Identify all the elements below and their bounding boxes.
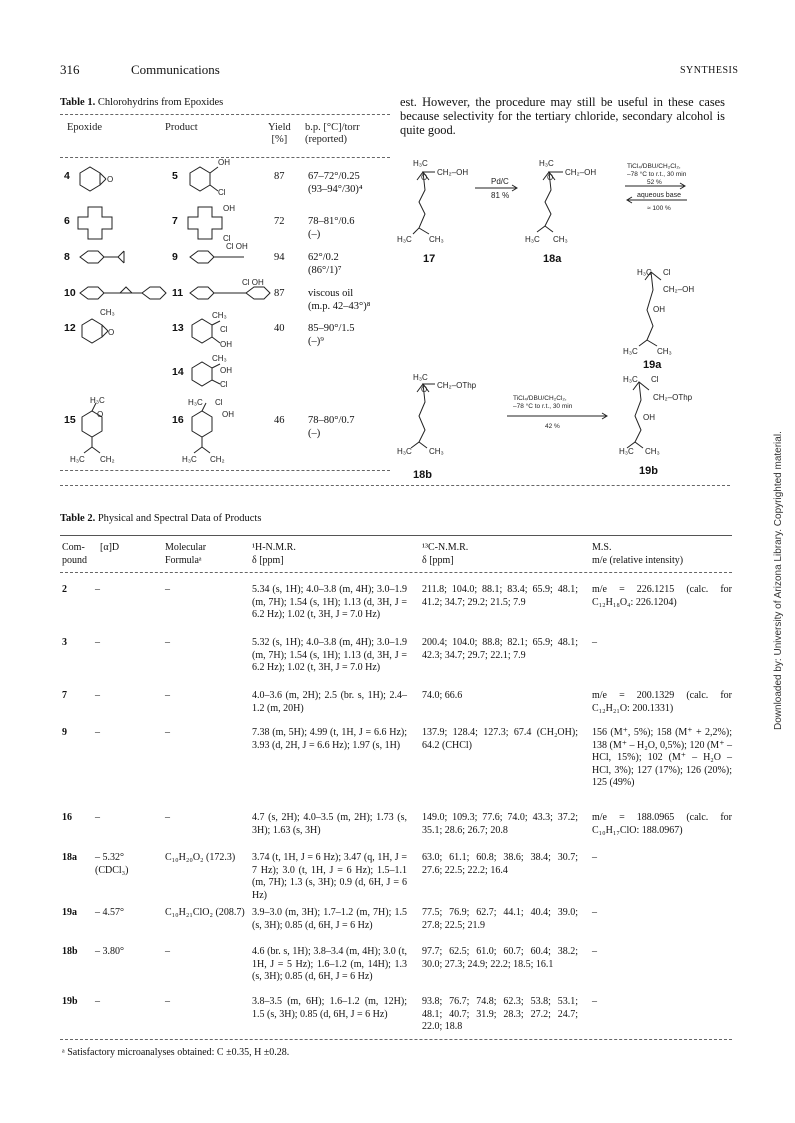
table2-13c: 149.0; 109.3; 77.6; 74.0; 43.3; 37.2; 35.1; 28.6; 26.7; 20.8	[422, 812, 578, 836]
svg-text:Cl: Cl	[215, 398, 223, 407]
table2-compound-id: 7	[62, 690, 67, 701]
svg-text:–78 °C to r.t., 30 min: –78 °C to r.t., 30 min	[513, 403, 573, 410]
table2-13c: 200.4; 104.0; 88.8; 82.1; 65.9; 48.1; 42.3; 34.7; 29.7; 22.1; 7.9	[422, 637, 578, 661]
table2-13c: 77.5; 76.9; 62.7; 44.1; 40.4; 39.0; 27.8; 22.5; 21.9	[422, 907, 578, 931]
table1-structures	[60, 155, 300, 470]
svg-text:52 %: 52 %	[647, 179, 662, 186]
svg-text:O: O	[107, 175, 114, 184]
table2-label: Table 2.	[60, 513, 96, 524]
svg-text:H₃C: H₃C	[413, 373, 428, 382]
svg-text:H₃C: H₃C	[397, 447, 412, 456]
table1-label: Table 1.	[60, 97, 96, 108]
table2-formula: –	[165, 946, 170, 957]
svg-text:H₃C: H₃C	[182, 455, 197, 464]
table2-head-1h: ¹H-N.M.R. δ [ppm]	[252, 542, 296, 566]
compound-17: 17	[423, 253, 436, 265]
compound-19a: 19a	[643, 359, 662, 371]
svg-text:CH₃: CH₃	[212, 311, 227, 320]
table1-head-bp: b.p. [°C]/torr (reported)	[305, 122, 360, 145]
table2-13c: 93.8; 76.7; 74.8; 62.3; 53.8; 53.1; 48.1; 40.7; 31.9; 28.3; 27.2; 24.7; 22.0; 18.8	[422, 996, 578, 1033]
table2-head-ms: M.S. m/e (relative intensity)	[592, 542, 684, 566]
table2-ms: –	[592, 637, 597, 648]
table2-ms: –	[592, 996, 597, 1007]
svg-text:OH: OH	[643, 413, 655, 422]
table1-bp: 85–90°/1.5 (–)⁹	[308, 323, 355, 347]
table1-head-product: Product	[165, 122, 198, 133]
table1-product-id: 9	[172, 251, 178, 263]
table2-alpha: – 5.32° (CDCl₃)	[95, 852, 129, 876]
table2-alpha: –	[95, 584, 100, 595]
table1-epoxide-id: 10	[64, 287, 76, 299]
table2-compound-id: 18a	[62, 852, 77, 863]
svg-text:O: O	[421, 385, 428, 394]
table2-13c: 74.0; 66.6	[422, 690, 463, 701]
svg-text:–78 °C to r.t., 30 min: –78 °C to r.t., 30 min	[627, 171, 687, 178]
svg-text:CH₂–OH: CH₂–OH	[663, 285, 695, 294]
table2-formula: –	[165, 727, 170, 738]
table2-13c: 137.9; 128.4; 127.3; 67.4 (CH₂OH); 64.2 (CHCl)	[422, 727, 578, 751]
table2-head-compound: Com- pound	[62, 542, 87, 566]
svg-text:Cl: Cl	[651, 375, 659, 384]
table2-13c: 63.0; 61.1; 60.8; 38.6; 38.4; 30.7; 27.6; 22.5; 22.2; 16.4	[422, 852, 578, 876]
table2-compound-id: 9	[62, 727, 67, 738]
svg-text:TiCl₄/DBU/CH₂Cl₂,: TiCl₄/DBU/CH₂Cl₂,	[513, 395, 567, 402]
compound-18a: 18a	[543, 253, 562, 265]
table2-1h: 5.32 (s, 1H); 4.0–3.8 (m, 4H); 3.0–1.9 (m, 7H); 1.54 (s, 1H); 1.13 (d, 3H, J = 6.2 Hz); 1.02 (t, 3H, J = 7.0 Hz)	[252, 637, 407, 674]
table2-alpha: – 4.57°	[95, 907, 124, 918]
table1-product-id: 11	[172, 287, 184, 299]
table1-bp: 78–81°/0.6 (–)	[308, 216, 355, 240]
table2-alpha: –	[95, 727, 100, 738]
table2-compound-id: 16	[62, 812, 72, 823]
table2-head-formula: Molecular Formulaᵃ	[165, 542, 207, 566]
svg-text:Cl: Cl	[218, 188, 226, 197]
table2-formula: –	[165, 690, 170, 701]
svg-text:CH₃: CH₃	[212, 354, 227, 363]
svg-text:CH₂–OThp: CH₂–OThp	[437, 381, 477, 390]
table1-product-id: 16	[172, 414, 184, 426]
table2-footnote: ᵃ Satisfactory microanalyses obtained: C ±0.35, H ±0.28.	[62, 1047, 290, 1058]
svg-text:O: O	[547, 173, 554, 182]
svg-text:42 %: 42 %	[545, 423, 560, 430]
svg-text:Cl OH: Cl OH	[242, 278, 264, 287]
table1-title: Chlorohydrins from Epoxides	[97, 97, 224, 108]
table2-1h: 5.34 (s, 1H); 4.0–3.8 (m, 4H); 3.0–1.9 (m, 7H); 1.54 (s, 1H); 1.13 (d, 3H, J = 6.2 Hz); 1.02 (t, 3H, J = 7.0 Hz)	[252, 584, 407, 621]
svg-text:OH: OH	[222, 410, 234, 419]
table2-1h: 3.9–3.0 (m, 3H); 1.7–1.2 (m, 7H); 1.5 (s, 3H); 0.85 (d, 6H, J = 6 Hz)	[252, 907, 407, 931]
svg-text:OH: OH	[653, 305, 665, 314]
table2-ms: m/e = 200.1329 (calc. for C₁₂H₂₁O: 200.1331)	[592, 690, 732, 714]
table1-product-id: 5	[172, 170, 178, 182]
svg-text:CH₃: CH₃	[429, 447, 444, 456]
table1-epoxide-id: 15	[64, 414, 76, 426]
svg-text:CH₂–OH: CH₂–OH	[437, 168, 469, 177]
table2-ms: –	[592, 946, 597, 957]
table2-formula: –	[165, 996, 170, 1007]
table2-1h: 7.38 (m, 5H); 4.99 (t, 1H, J = 6.6 Hz); 3.93 (d, 2H, J = 6.6 Hz); 1.97 (s, 1H)	[252, 727, 407, 751]
svg-text:O: O	[97, 410, 104, 419]
table2-ms: –	[592, 852, 597, 863]
table2-caption	[60, 513, 261, 524]
body-text: est. However, the procedure may still be useful in these cases because selectivity for the tertiary chloride, secondary alcohol is quite good.	[400, 95, 725, 137]
table1-yield: 87	[274, 288, 285, 299]
reaction-scheme	[395, 150, 735, 480]
table1-yield: 40	[274, 323, 285, 334]
table2-alpha: – 3.80°	[95, 946, 124, 957]
table2-13c: 211.8; 104.0; 88.1; 83.4; 65.9; 48.1; 41.2; 34.7; 29.2; 21.5; 7.9	[422, 584, 578, 608]
table2-formula: –	[165, 812, 170, 823]
svg-text:Pd/C: Pd/C	[491, 177, 509, 186]
svg-text:H₃C: H₃C	[413, 159, 428, 168]
table2-compound-id: 19b	[62, 996, 78, 1007]
table1-epoxide-id: 4	[64, 170, 70, 182]
journal-name: SYNTHESIS	[680, 65, 739, 76]
svg-text:H₃C: H₃C	[623, 347, 638, 356]
table1-head-epoxide: Epoxide	[67, 122, 102, 133]
svg-text:CH₂–OH: CH₂–OH	[565, 168, 597, 177]
table1-yield: 46	[274, 415, 285, 426]
svg-text:H₃C: H₃C	[188, 398, 203, 407]
section-title: Communications	[131, 62, 220, 77]
table2-alpha: –	[95, 637, 100, 648]
svg-text:OH: OH	[220, 340, 232, 349]
svg-text:≈ 100 %: ≈ 100 %	[647, 205, 671, 212]
table1-product-id: 13	[172, 322, 184, 334]
svg-text:Cl: Cl	[220, 325, 228, 334]
page-number: 316	[60, 62, 80, 77]
table1-bp: 67–72°/0.25 (93–94°/30)⁴	[308, 171, 363, 195]
svg-text:H₃C: H₃C	[70, 455, 85, 464]
table2-head-13c: ¹³C-N.M.R. δ [ppm]	[422, 542, 469, 566]
table2-alpha: –	[95, 996, 100, 1007]
table2-1h: 3.8–3.5 (m, 6H); 1.6–1.2 (m, 12H); 1.5 (s, 3H); 0.85 (d, 6H, J = 6 Hz)	[252, 996, 407, 1020]
table2-alpha: –	[95, 690, 100, 701]
svg-text:OH: OH	[220, 366, 232, 375]
svg-text:CH₃: CH₃	[553, 235, 568, 244]
svg-text:CH₃: CH₃	[645, 447, 660, 456]
download-notice: Downloaded by: University of Arizona Library. Copyrighted material.	[773, 431, 784, 730]
table1-yield: 87	[274, 171, 285, 182]
table1-product-id: 14	[172, 366, 184, 378]
table2-compound-id: 19a	[62, 907, 77, 918]
svg-text:CH₃: CH₃	[100, 308, 115, 317]
svg-text:CH₃: CH₃	[429, 235, 444, 244]
compound-18b: 18b	[413, 469, 432, 480]
table1-yield: 94	[274, 252, 285, 263]
table1-yield: 72	[274, 216, 285, 227]
table2-ms: m/e = 226.1215 (calc. for C₁₂H₁₈O₄: 226.1204)	[592, 584, 732, 608]
table2-title: Physical and Spectral Data of Products	[97, 513, 262, 524]
svg-text:CH₂: CH₂	[210, 455, 225, 464]
svg-text:81 %: 81 %	[491, 191, 510, 200]
svg-text:CH₂: CH₂	[100, 455, 115, 464]
svg-text:aqueous base: aqueous base	[637, 192, 681, 199]
table2-compound-id: 3	[62, 637, 67, 648]
svg-text:OH: OH	[218, 158, 230, 167]
svg-text:CH₂–OThp: CH₂–OThp	[653, 393, 693, 402]
table2-formula: –	[165, 637, 170, 648]
table2-ms: m/e = 188.0965 (calc. for C₁₀H₁₇ClO: 188.0967)	[592, 812, 732, 836]
table1-epoxide-id: 8	[64, 251, 70, 263]
table1-bp: 78–80°/0.7 (–)	[308, 415, 355, 439]
table2-1h: 4.6 (br. s, 1H); 3.8–3.4 (m, 4H); 3.0 (t, 1H, J = 5 Hz); 1.6–1.2 (m, 14H); 1.3 (s, 3H); 0.85 (d, 6H, J = 6 Hz)	[252, 946, 407, 983]
table1-head-yield: Yield [%]	[268, 122, 291, 145]
table1-epoxide-id: 12	[64, 322, 76, 334]
svg-text:O: O	[108, 328, 115, 337]
svg-text:Cl OH: Cl OH	[226, 242, 248, 251]
table1-bp: 62°/0.2 (86°/1)⁷	[308, 252, 342, 276]
table2-formula: C₁₀H₂₀O₂ (172.3)	[165, 852, 236, 863]
table2-head-alpha: [α]D	[100, 542, 120, 553]
svg-text:H₃C: H₃C	[619, 447, 634, 456]
svg-text:TiCl₄/DBU/CH₂Cl₂,: TiCl₄/DBU/CH₂Cl₂,	[627, 163, 681, 170]
table2-alpha: –	[95, 812, 100, 823]
svg-text:H₃C: H₃C	[539, 159, 554, 168]
table2-1h: 3.74 (t, 1H, J = 6 Hz); 3.47 (q, 1H, J = 7 Hz); 3.0 (t, 1H, J = 6 Hz); 1.5–1.1 (m, 7H); 1.3 (s, 3H); 0.9 (d, 6H, J = 6 Hz)	[252, 852, 407, 901]
table2-1h: 4.0–3.6 (m, 2H); 2.5 (br. s, 1H); 2.4–1.2 (m, 20H)	[252, 690, 407, 714]
svg-text:H₃C: H₃C	[90, 396, 105, 405]
table2-formula: C₁₀H₂₁ClO₂ (208.7)	[165, 907, 245, 918]
svg-text:CH₃: CH₃	[657, 347, 672, 356]
svg-text:Cl: Cl	[220, 380, 228, 389]
table2-ms: –	[592, 907, 597, 918]
svg-text:O: O	[421, 173, 428, 182]
table1-caption	[60, 97, 223, 108]
svg-text:H₃C: H₃C	[637, 268, 652, 277]
svg-text:H₃C: H₃C	[397, 235, 412, 244]
table1-epoxide-id: 6	[64, 215, 70, 227]
table2-compound-id: 18b	[62, 946, 78, 957]
table1-product-id: 7	[172, 215, 178, 227]
compound-19b: 19b	[639, 465, 658, 477]
svg-text:OH: OH	[223, 204, 235, 213]
table1-bp: viscous oil (m.p. 42–43°)⁸	[308, 288, 371, 312]
svg-text:Cl: Cl	[663, 268, 671, 277]
svg-text:H₃C: H₃C	[623, 375, 638, 384]
svg-text:H₃C: H₃C	[525, 235, 540, 244]
table2-ms: 156 (M⁺, 5%); 158 (M⁺ + 2,2%); 138 (M⁺ – H₂O, 0,5%); 120 (M⁺ – HCl, 15%); 102 (M⁺ – H₂O – HCl, 3%); 127 (17%); 126 (20%); 125 (49%)	[592, 727, 732, 789]
table2-compound-id: 2	[62, 584, 67, 595]
table2-formula: –	[165, 584, 170, 595]
svg-text:Cl: Cl	[223, 234, 231, 243]
table2-1h: 4.7 (s, 2H); 4.0–3.5 (m, 2H); 1.73 (s, 3H); 1.63 (s, 3H)	[252, 812, 407, 836]
table2-13c: 97.7; 62.5; 61.0; 60.7; 60.4; 38.2; 30.0; 27.3; 24.9; 22.2; 18.5; 16.1	[422, 946, 578, 970]
